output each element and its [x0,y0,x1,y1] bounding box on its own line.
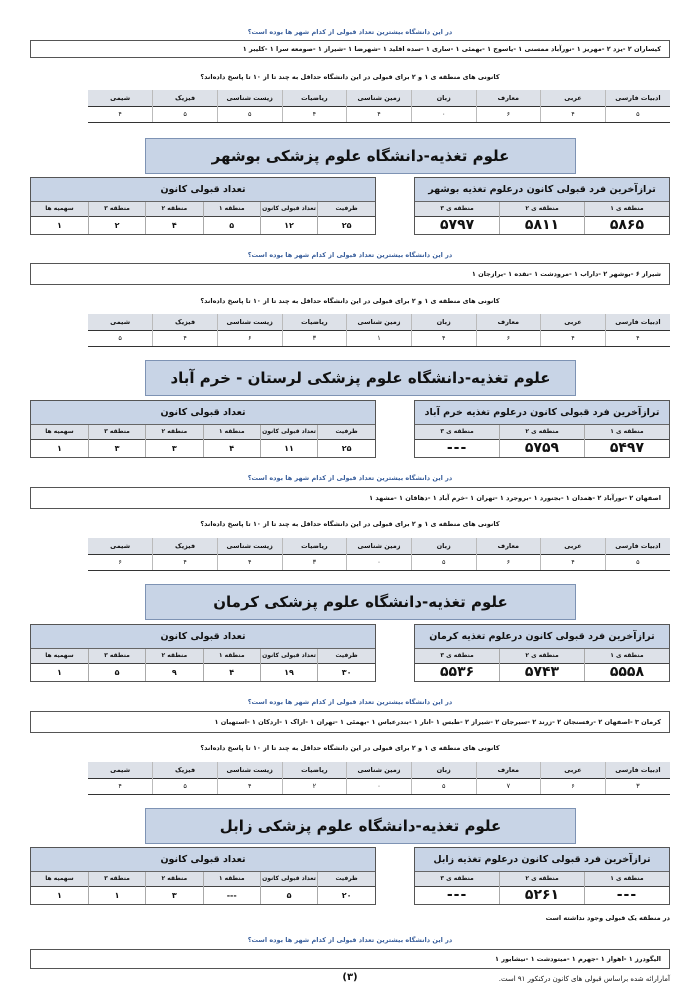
acceptance-value: ۳ [146,886,203,904]
acceptance-header: سهمیه ها [31,649,88,663]
subject-table [88,90,670,123]
subject-count: ۳ [605,778,670,794]
cutoff-title: ترازآخرین فرد قبولی کانون درعلوم تغذیه بوشهر [415,178,669,202]
subject-count: ۴ [541,106,606,122]
question-subjects: کانونی های منطقه ی ۱ و ۲ برای قبولی در این دانشگاه حداقل به چند تا از ۱۰ تا پاسخ داده‌اند؟ [200,73,500,81]
acceptance-header: ظرفیت [318,872,375,886]
acceptance-header: منطقه ۱ [203,425,260,439]
subject-count: ۵ [88,330,153,346]
acceptance-header: منطقه ۳ [88,649,145,663]
university-banner: علوم تغذیه-دانشگاه علوم پزشکی کرمان [145,584,576,620]
acceptance-header: منطقه ۳ [88,872,145,886]
cutoff-header: منطقه ی ۳ [415,872,500,886]
subject-count: ۶ [88,554,153,570]
subject-count: ۰ [411,106,476,122]
subject-header: معارف [476,762,541,778]
acceptance-header: منطقه ۱ [203,872,260,886]
subject-count: ۵ [411,554,476,570]
acceptance-title: تعداد قبولی کانون [31,848,375,872]
subject-count: ۳ [282,554,347,570]
acceptance-value: ۱۹ [260,663,317,681]
subject-header: زبان [411,762,476,778]
subject-header: معارف [476,314,541,330]
acceptance-header: سهمیه ها [31,872,88,886]
subject-header: شیمی [88,314,153,330]
subject-count: ۵ [605,554,670,570]
cutoff-header: منطقه ی ۳ [415,202,500,216]
acceptance-value: ۱۲ [260,216,317,234]
top-cities-box: اصفهان ۲ -نورآباد ۲ -همدان ۱ -بجنورد ۱ -بروجرد ۱ -تهران ۱ -خرم آباد ۱ -دهاقان ۱ -مشهد ۱ [30,487,670,509]
subject-count: ۷ [476,778,541,794]
cutoff-value: --- [415,886,500,904]
acceptance-value: ۱ [88,886,145,904]
subject-header: زیست شناسی [217,314,282,330]
region1-note: در منطقه یک قبولی وجود نداشته است [545,914,670,922]
subject-count: ۴ [217,554,282,570]
subject-header: عربی [541,538,606,554]
question-top-cities: در این دانشگاه بیشترین تعداد قبولی از کدام شهر ها بوده است؟ [247,936,453,944]
acceptance-header: منطقه ۲ [146,425,203,439]
university-banner: علوم تغذیه-دانشگاه علوم پزشکی زابل [145,808,576,844]
subject-header: زبان [411,90,476,106]
question-top-cities: در این دانشگاه بیشترین تعداد قبولی از کدام شهر ها بوده است؟ [247,698,453,706]
subject-count: ۴ [88,778,153,794]
acceptance-value: ۲ [88,216,145,234]
cutoff-panel [414,624,670,682]
subject-header: فیزیک [153,314,218,330]
acceptance-panel [30,624,376,682]
subject-count: ۵ [153,778,218,794]
university-banner: علوم تغذیه-دانشگاه علوم پزشکی لرستان - خرم آباد [145,360,576,396]
cutoff-header: منطقه ی ۳ [415,425,500,439]
cutoff-value: ۵۷۹۷ [415,216,500,234]
cutoff-value: ۵۸۶۵ [584,216,669,234]
acceptance-value: ۴ [146,216,203,234]
subject-count: ۵ [605,106,670,122]
top-cities-box: کیساران ۲ -یزد ۲ -مهریز ۱ -نورآباد ممسنی ۱ -یاسوج ۱ -بهمئی ۱ -ساری ۱ -سده اقلید ۱ -شهرضا ۱ -شیراز ۱ -صومعه سرا ۱ -کلیبر ۱ [30,40,670,58]
cutoff-title: ترازآخرین فرد قبولی کانون درعلوم تغذیه خرم آباد [415,401,669,425]
acceptance-title: تعداد قبولی کانون [31,625,375,649]
subject-header: ریاضیات [282,538,347,554]
subject-header: ادبیات فارسی [605,314,670,330]
acceptance-value: --- [203,886,260,904]
subject-count: ۳ [282,330,347,346]
subject-header: عربی [541,314,606,330]
acceptance-header: تعداد قبولی کانون [260,425,317,439]
cutoff-panel [414,847,670,905]
acceptance-header: تعداد قبولی کانون [260,202,317,216]
subject-header: فیزیک [153,90,218,106]
subject-table [88,314,670,347]
subject-header: زبان [411,314,476,330]
top-cities-box: شیراز ۶ -بوشهر ۲ -داراب ۱ -مرودشت ۱ -نقده ۱ -برازجان ۱ [30,263,670,285]
subject-count: ۴ [153,330,218,346]
question-top-cities: در این دانشگاه بیشترین تعداد قبولی از کدام شهر ها بوده است؟ [247,28,453,36]
cutoff-title: ترازآخرین فرد قبولی کانون درعلوم تغذیه زابل [415,848,669,872]
cutoff-header: منطقه ی ۱ [584,425,669,439]
cutoff-header: منطقه ی ۲ [500,202,585,216]
acceptance-value: ۹ [146,663,203,681]
subject-count: ۴ [541,330,606,346]
acceptance-header: سهمیه ها [31,202,88,216]
subject-count: ۶ [476,554,541,570]
acceptance-header: منطقه ۱ [203,202,260,216]
cutoff-value: --- [415,439,500,457]
cutoff-value: ۵۸۱۱ [500,216,585,234]
acceptance-header: منطقه ۲ [146,872,203,886]
cutoff-header: منطقه ی ۳ [415,649,500,663]
cutoff-header: منطقه ی ۱ [584,872,669,886]
acceptance-panel [30,177,376,235]
subject-header: زمین شناسی [347,762,412,778]
subject-count: ۶ [217,330,282,346]
acceptance-value: ۴ [203,663,260,681]
acceptance-title: تعداد قبولی کانون [31,401,375,425]
question-subjects: کانونی های منطقه ی ۱ و ۲ برای قبولی در این دانشگاه حداقل به چند تا از ۱۰ تا پاسخ داده‌اند؟ [200,744,500,752]
subject-count: ۴ [605,330,670,346]
subject-header: زیست شناسی [217,538,282,554]
subject-header: معارف [476,90,541,106]
subject-header: شیمی [88,762,153,778]
subject-header: زیست شناسی [217,762,282,778]
top-cities-box: کرمان ۳ -اصفهان ۲ -رفسنجان ۲ -زرند ۲ -سیرجان ۲ -شیراز ۲ -طبس ۱ -انار ۱ -بندرعباس ۱ -بهمئی ۱ -تهران ۱ -اراک ۱ -اردکان ۱ -استهبان ۱ [30,711,670,733]
subject-count: ۵ [153,106,218,122]
subject-header: معارف [476,538,541,554]
subject-table [88,762,670,795]
acceptance-value: ۳ [146,439,203,457]
question-top-cities: در این دانشگاه بیشترین تعداد قبولی از کدام شهر ها بوده است؟ [247,474,453,482]
cutoff-panel [414,400,670,458]
acceptance-header: تعداد قبولی کانون [260,872,317,886]
acceptance-value: ۲۵ [318,439,375,457]
cutoff-header: منطقه ی ۲ [500,649,585,663]
subject-header: ریاضیات [282,90,347,106]
cutoff-title: ترازآخرین فرد قبولی کانون درعلوم تغذیه کرمان [415,625,669,649]
subject-count: ۵ [217,106,282,122]
acceptance-value: ۳۰ [318,663,375,681]
acceptance-header: منطقه ۱ [203,649,260,663]
subject-header: زمین شناسی [347,538,412,554]
acceptance-value: ۳ [88,439,145,457]
acceptance-value: ۵ [203,216,260,234]
subject-header: عربی [541,762,606,778]
subject-header: ریاضیات [282,314,347,330]
cutoff-header: منطقه ی ۲ [500,425,585,439]
cutoff-value: ۵۷۵۹ [500,439,585,457]
subject-header: ریاضیات [282,762,347,778]
subject-header: زمین شناسی [347,90,412,106]
acceptance-value: ۱ [31,663,88,681]
acceptance-value: ۲۵ [318,216,375,234]
subject-count: ۶ [476,330,541,346]
subject-count: ۰ [347,778,412,794]
question-subjects: کانونی های منطقه ی ۱ و ۲ برای قبولی در این دانشگاه حداقل به چند تا از ۱۰ تا پاسخ داده‌اند؟ [200,297,500,305]
acceptance-header: ظرفیت [318,202,375,216]
cutoff-value: ۵۵۳۶ [415,663,500,681]
subject-count: ۲ [282,778,347,794]
subject-count: ۴ [88,106,153,122]
subject-table [88,538,670,571]
acceptance-value: ۲۰ [318,886,375,904]
top-cities-box: الیگودرز ۱ -اهواز ۱ -جهرم ۱ -میتودشت ۱ -نیشابور ۱ [30,949,670,969]
cutoff-value: --- [584,886,669,904]
acceptance-header: ظرفیت [318,649,375,663]
subject-header: ادبیات فارسی [605,762,670,778]
cutoff-value: ۵۵۵۸ [584,663,669,681]
subject-count: ۶ [541,778,606,794]
acceptance-value: ۱۱ [260,439,317,457]
acceptance-value: ۱ [31,216,88,234]
acceptance-header: تعداد قبولی کانون [260,649,317,663]
acceptance-header: منطقه ۳ [88,425,145,439]
acceptance-value: ۴ [203,439,260,457]
subject-count: ۰ [347,554,412,570]
acceptance-value: ۱ [31,439,88,457]
subject-count: ۱ [347,330,412,346]
acceptance-header: منطقه ۲ [146,202,203,216]
subject-count: ۴ [217,778,282,794]
acceptance-panel [30,847,376,905]
subject-count: ۴ [541,554,606,570]
question-subjects: کانونی های منطقه ی ۱ و ۲ برای قبولی در این دانشگاه حداقل به چند تا از ۱۰ تا پاسخ داده‌اند؟ [200,520,500,528]
cutoff-header: منطقه ی ۱ [584,649,669,663]
question-top-cities: در این دانشگاه بیشترین تعداد قبولی از کدام شهر ها بوده است؟ [247,251,453,259]
cutoff-value: ۵۴۹۷ [584,439,669,457]
subject-header: شیمی [88,90,153,106]
acceptance-value: ۱ [31,886,88,904]
subject-count: ۴ [153,554,218,570]
acceptance-header: منطقه ۳ [88,202,145,216]
subject-header: فیزیک [153,538,218,554]
subject-header: زبان [411,538,476,554]
subject-count: ۴ [347,106,412,122]
cutoff-value: ۵۷۴۳ [500,663,585,681]
subject-header: زیست شناسی [217,90,282,106]
acceptance-value: ۵ [88,663,145,681]
cutoff-value: ۵۲۶۱ [500,886,585,904]
subject-count: ۵ [411,778,476,794]
acceptance-title: تعداد قبولی کانون [31,178,375,202]
subject-header: فیزیک [153,762,218,778]
subject-header: شیمی [88,538,153,554]
subject-count: ۴ [282,106,347,122]
acceptance-header: ظرفیت [318,425,375,439]
subject-header: ادبیات فارسی [605,90,670,106]
subject-header: زمین شناسی [347,314,412,330]
cutoff-panel [414,177,670,235]
acceptance-panel [30,400,376,458]
acceptance-header: سهمیه ها [31,425,88,439]
university-banner: علوم تغذیه-دانشگاه علوم پزشکی بوشهر [145,138,576,174]
cutoff-header: منطقه ی ۲ [500,872,585,886]
subject-count: ۴ [411,330,476,346]
acceptance-header: منطقه ۲ [146,649,203,663]
cutoff-header: منطقه ی ۱ [584,202,669,216]
subject-header: عربی [541,90,606,106]
page-number: (۳) [342,972,358,983]
acceptance-value: ۵ [260,886,317,904]
footer-note: آمارارائه شده براساس قبولی های کانون درکنکور ۹۱ است. [498,975,670,983]
subject-count: ۶ [476,106,541,122]
subject-header: ادبیات فارسی [605,538,670,554]
